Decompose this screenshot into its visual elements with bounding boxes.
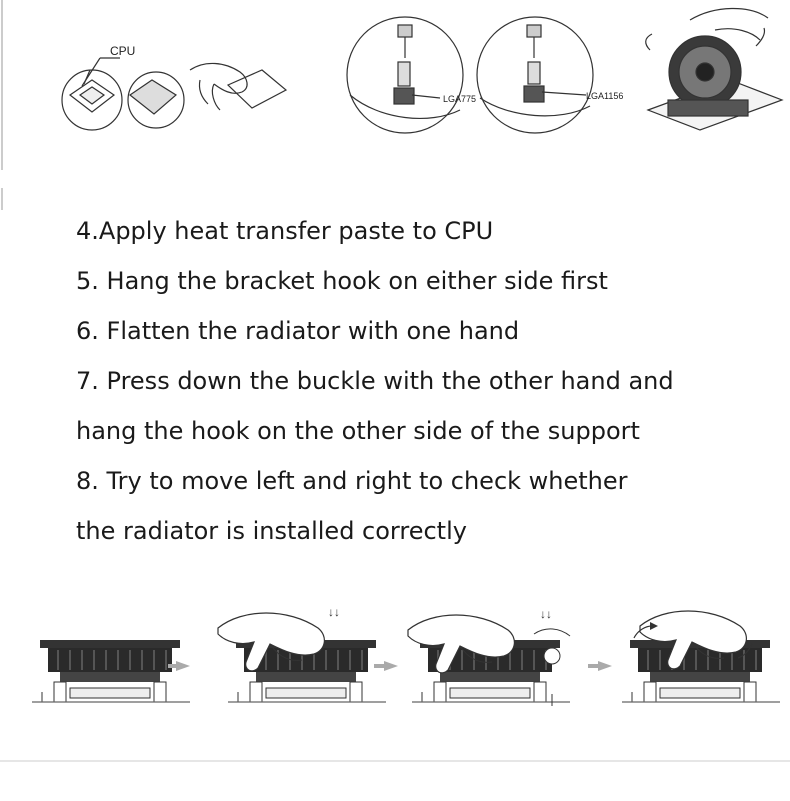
svg-text:↓↓: ↓↓ xyxy=(540,607,552,621)
instruction-step-7-line-2: hang the hook on the other side of the support xyxy=(76,417,640,445)
cpu-label: CPU xyxy=(110,44,136,58)
bottom-step-hand-press-2 xyxy=(408,607,570,706)
arrow-right-icon xyxy=(598,661,612,671)
paste-applied-diagram xyxy=(128,72,184,128)
instruction-step-8-line-1: 8. Try to move left and right to check whether xyxy=(76,467,628,495)
instruction-step-7-line-1: 7. Press down the buckle with the other hand and xyxy=(76,367,674,395)
top-diagram-row xyxy=(0,0,790,150)
hand-spreading-paste-diagram xyxy=(190,63,286,110)
arrow-right-icon xyxy=(384,661,398,671)
arrow-right-icon xyxy=(588,664,600,668)
instruction-step-4: 4.Apply heat transfer paste to CPU xyxy=(76,217,494,245)
instruction-step-6: 6. Flatten the radiator with one hand xyxy=(76,317,520,345)
arrow-right-icon xyxy=(176,661,190,671)
fan-install-diagram xyxy=(646,8,782,130)
cpu-socket-diagram xyxy=(62,58,122,130)
bottom-step-hand-press-1 xyxy=(218,605,386,702)
bottom-step-cooler-placed xyxy=(32,640,190,702)
arrow-right-icon xyxy=(168,664,178,668)
socket-label-b: LGA1156 xyxy=(586,91,624,101)
svg-text:↓↓: ↓↓ xyxy=(328,605,340,619)
bottom-step-wiggle-check xyxy=(622,611,780,702)
lga775-screw-diagram xyxy=(347,17,463,133)
instruction-step-5: 5. Hang the bracket hook on either side first xyxy=(76,267,608,295)
bottom-diagram-row xyxy=(0,570,790,760)
socket-label-a: LGA775 xyxy=(443,94,477,104)
lga1156-screw-diagram xyxy=(477,17,593,133)
instruction-step-8-line-2: the radiator is installed correctly xyxy=(76,517,467,545)
arrow-right-icon xyxy=(374,664,386,668)
